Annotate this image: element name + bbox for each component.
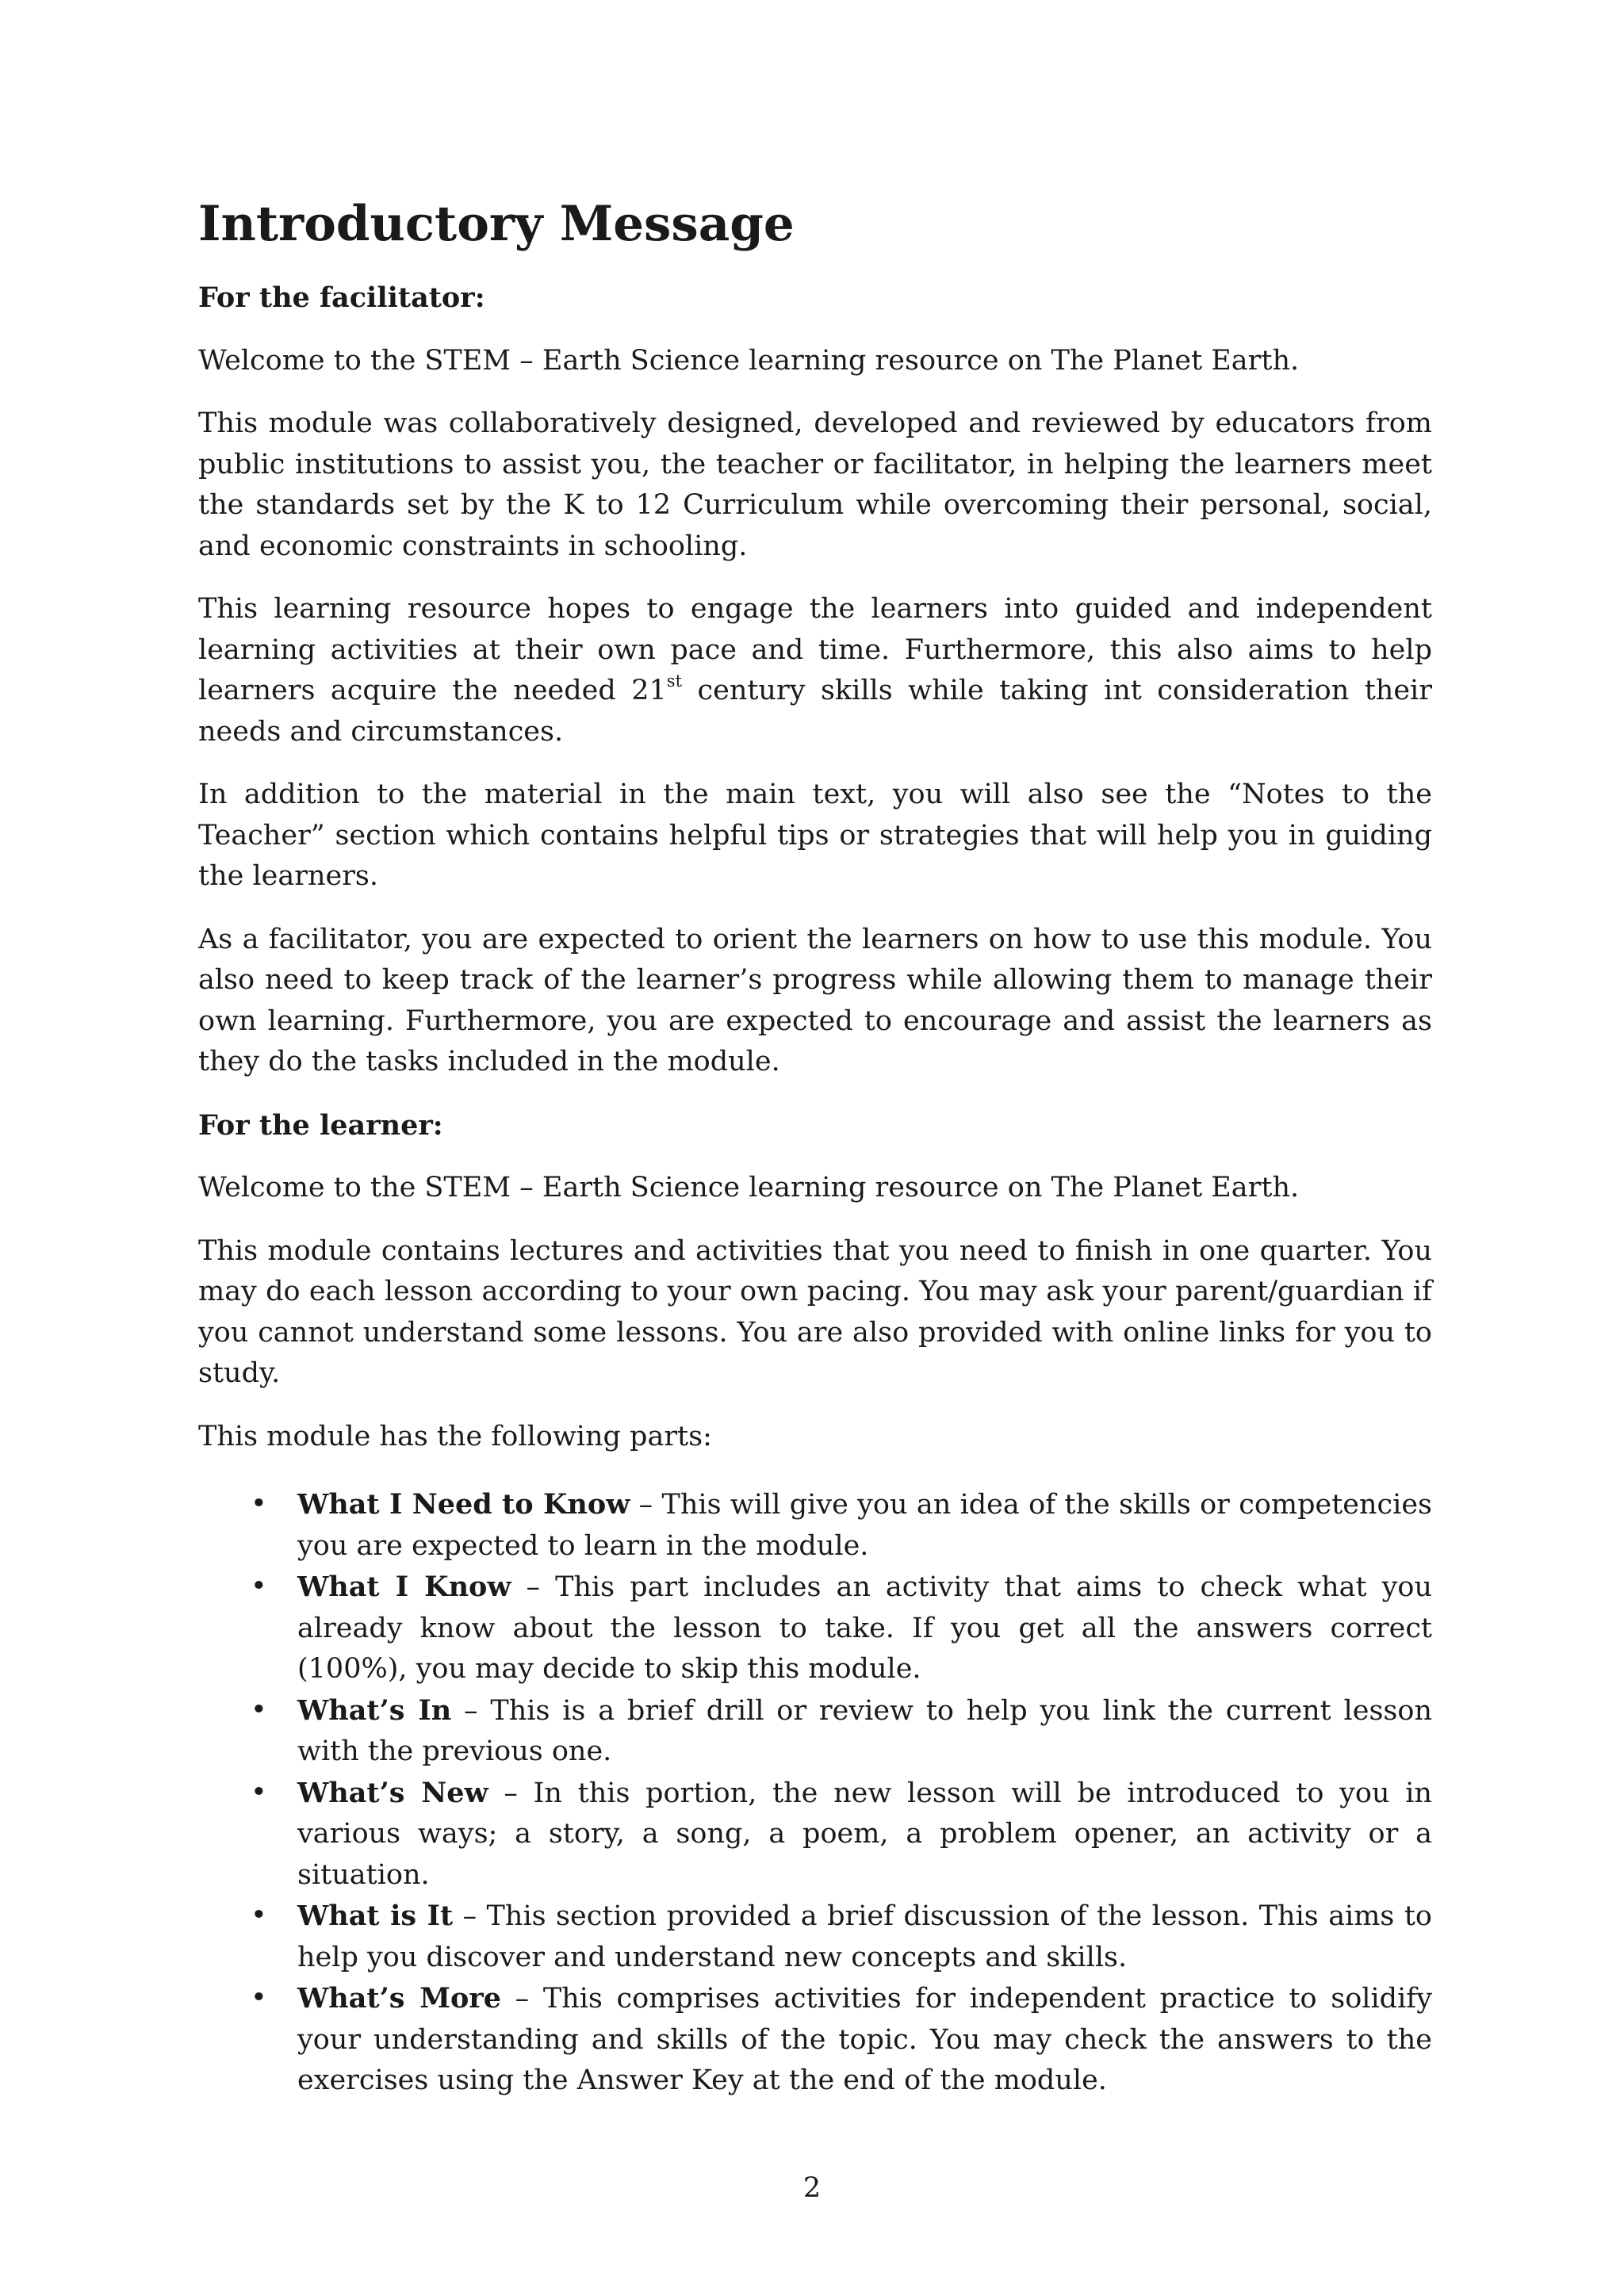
part-description: – This comprises activities for independent practice to solidify your understanding and skills of the topic. You may check the answers to the exercises using the Answer Key at the end of the module.	[297, 1983, 1433, 2096]
bullet-icon: •	[251, 1900, 267, 1931]
part-term: What I Need to Know	[297, 1488, 630, 1521]
part-term: What’s More	[297, 1982, 502, 2015]
facilitator-paragraph-2	[198, 589, 1432, 752]
part-description: – This will give you an idea of the skills or competencies you are expected to learn in the module.	[297, 1489, 1432, 1562]
learner-paragraph-1: This module contains lectures and activities that you need to finish in one quarter. You may do each lesson according to your own pacing. You may ask your parent/guardian if you cannot understand some lessons. You are also provided with online links for you to study.	[198, 1234, 1432, 1389]
page-number: 2	[802, 2172, 822, 2204]
part-term: What I Know	[297, 1571, 511, 1603]
part-description: – This section provided a brief discussion of the lesson. This aims to help you discover and understand new concepts and skills.	[297, 1900, 1432, 1973]
list-item	[198, 1567, 1432, 1690]
facilitator-heading: For the facilitator:	[198, 281, 485, 314]
part-description: – In this portion, the new lesson will be introduced to you in various ways; a story, a song, a poem, a problem opener, an activity or a situation.	[297, 1777, 1432, 1891]
bullet-icon: •	[251, 1776, 267, 1808]
list-item	[198, 1896, 1432, 1978]
facilitator-paragraph-1: This module was collaboratively designed, developed and reviewed by educators from public institutions to assist you, the teacher or facilitator, in helping the learners meet the standards set by the K to 12 Curriculum while overcoming their personal, social, and economic constraints in schooling.	[198, 408, 1432, 562]
facilitator-paragraph-2-end: century skills while taking int consideration their needs and circumstances.	[198, 675, 1432, 748]
bullet-icon: •	[251, 1488, 267, 1520]
learner-heading: For the learner:	[198, 1108, 443, 1142]
list-item	[198, 1484, 1432, 1567]
facilitator-paragraph-3: In addition to the material in the main text, you will also see the “Notes to the Teacher” section which contains helpful tips or strategies that will help you in guiding the learners.	[198, 779, 1432, 892]
bullet-icon: •	[251, 1982, 267, 2014]
module-parts-list	[198, 1484, 1432, 2102]
list-item	[198, 1690, 1432, 1773]
document-body	[198, 277, 1432, 2102]
facilitator-welcome: Welcome to the STEM – Earth Science learning resource on The Planet Earth.	[198, 344, 1300, 377]
part-term: What is It	[297, 1900, 454, 1932]
part-term: What’s New	[297, 1776, 488, 1809]
bullet-icon: •	[251, 1693, 267, 1726]
part-term: What’s In	[297, 1693, 452, 1727]
superscript-st: st	[666, 672, 683, 691]
list-item	[198, 1773, 1432, 1896]
bullet-icon: •	[251, 1571, 267, 1602]
facilitator-paragraph-4: As a facilitator, you are expected to orient the learners on how to use this module. You also need to keep track of the learner’s progress while allowing them to manage their own learning. Furthermore, you are expected to encourage and assist the learners as they do the tasks included in the module.	[198, 923, 1432, 1077]
list-item	[198, 1978, 1432, 2102]
facilitator-paragraph-2-start: This learning resource hopes to engage the learners into guided and independent learning activities at their own pace and time. Furthermore, this also aims to help learners acquire the needed 21	[198, 593, 1432, 706]
page-title: Introductory Message	[198, 196, 795, 252]
part-description: – This is a brief drill or review to help you link the current lesson with the previous one.	[297, 1694, 1432, 1767]
part-description: – This part includes an activity that aims to check what you already know about the lesson to take. If you get all the answers correct (100%), you may decide to skip this module.	[297, 1571, 1433, 1685]
parts-intro: This module has the following parts:	[198, 1420, 712, 1452]
learner-welcome: Welcome to the STEM – Earth Science learning resource on The Planet Earth.	[198, 1172, 1300, 1203]
